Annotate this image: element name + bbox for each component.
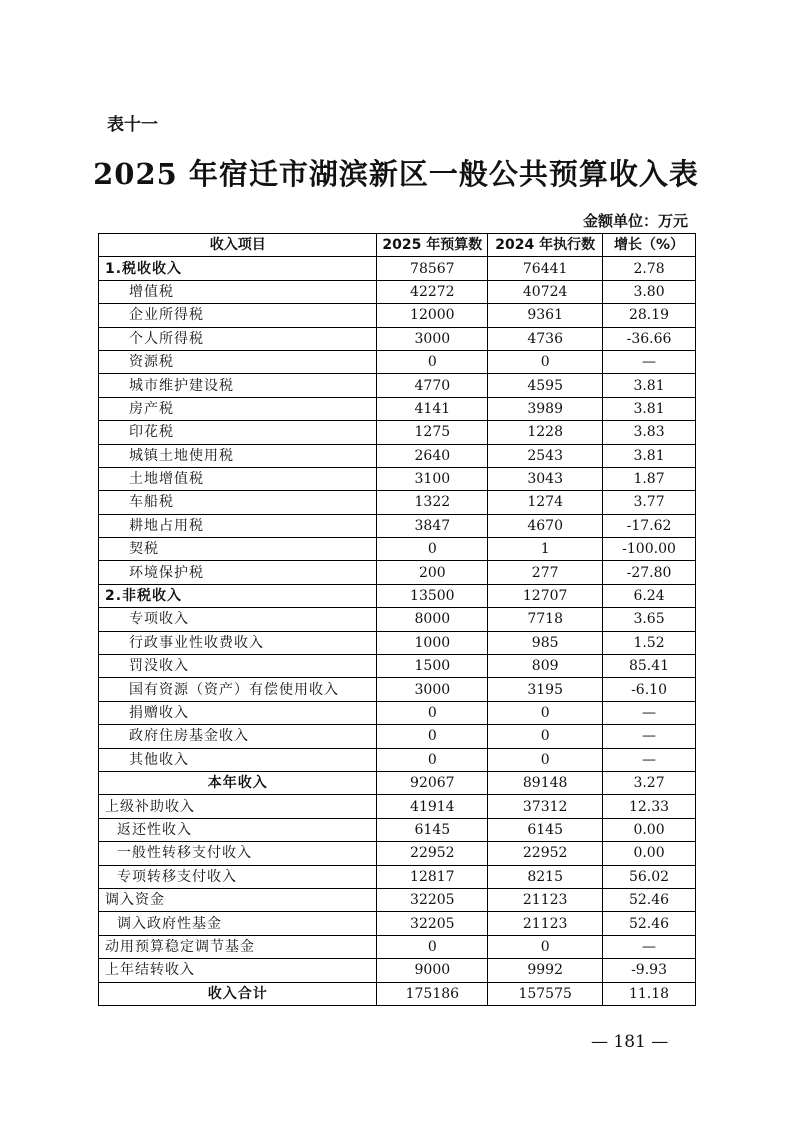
row-budget-cell: 0 bbox=[377, 935, 488, 958]
row-name-cell: 城市维护建设税 bbox=[99, 374, 377, 397]
row-budget-cell: 1275 bbox=[377, 421, 488, 444]
row-name-cell: 本年收入 bbox=[99, 771, 377, 794]
row-actual-cell: 2543 bbox=[488, 444, 603, 467]
row-budget-cell: 3847 bbox=[377, 514, 488, 537]
column-header-item: 收入项目 bbox=[99, 234, 377, 257]
row-actual-cell: 0 bbox=[488, 935, 603, 958]
table-row bbox=[99, 421, 696, 444]
row-name-cell: 2.非税收入 bbox=[99, 584, 377, 607]
row-budget-cell: 3000 bbox=[377, 327, 488, 350]
row-growth-cell: 2.78 bbox=[603, 257, 696, 280]
table-row bbox=[99, 771, 696, 794]
row-actual-cell: 12707 bbox=[488, 584, 603, 607]
row-actual-cell: 0 bbox=[488, 701, 603, 724]
table-row bbox=[99, 748, 696, 771]
row-actual-cell: 0 bbox=[488, 350, 603, 373]
table-row bbox=[99, 959, 696, 982]
row-budget-cell: 4141 bbox=[377, 397, 488, 420]
row-name-cell: 印花税 bbox=[99, 421, 377, 444]
row-name-cell: 调入政府性基金 bbox=[99, 912, 377, 935]
table-row bbox=[99, 304, 696, 327]
row-growth-cell: — bbox=[603, 748, 696, 771]
row-actual-cell: 4595 bbox=[488, 374, 603, 397]
row-growth-cell: 0.00 bbox=[603, 818, 696, 841]
row-budget-cell: 3000 bbox=[377, 678, 488, 701]
table-row bbox=[99, 491, 696, 514]
row-growth-cell: 52.46 bbox=[603, 888, 696, 911]
row-actual-cell: 21123 bbox=[488, 888, 603, 911]
row-name-cell: 返还性收入 bbox=[99, 818, 377, 841]
row-name-cell: 上年结转收入 bbox=[99, 959, 377, 982]
table-row bbox=[99, 374, 696, 397]
column-header-actual: 2024 年执行数 bbox=[488, 234, 603, 257]
row-growth-cell: -17.62 bbox=[603, 514, 696, 537]
row-budget-cell: 175186 bbox=[377, 982, 488, 1005]
row-growth-cell: 12.33 bbox=[603, 795, 696, 818]
row-growth-cell: 3.77 bbox=[603, 491, 696, 514]
row-growth-cell: 3.83 bbox=[603, 421, 696, 444]
row-growth-cell: -6.10 bbox=[603, 678, 696, 701]
table-row bbox=[99, 257, 696, 280]
row-growth-cell: 3.65 bbox=[603, 608, 696, 631]
row-growth-cell: 3.81 bbox=[603, 397, 696, 420]
table-row bbox=[99, 678, 696, 701]
row-actual-cell: 809 bbox=[488, 655, 603, 678]
row-growth-cell: 11.18 bbox=[603, 982, 696, 1005]
row-actual-cell: 37312 bbox=[488, 795, 603, 818]
table-body bbox=[99, 257, 696, 1006]
row-growth-cell: 1.87 bbox=[603, 467, 696, 490]
row-growth-cell: — bbox=[603, 935, 696, 958]
table-row bbox=[99, 561, 696, 584]
column-header-growth: 增长（%） bbox=[603, 234, 696, 257]
table-row bbox=[99, 935, 696, 958]
row-name-cell: 专项转移支付收入 bbox=[99, 865, 377, 888]
table-row bbox=[99, 631, 696, 654]
table-row bbox=[99, 655, 696, 678]
row-actual-cell: 0 bbox=[488, 725, 603, 748]
table-row bbox=[99, 444, 696, 467]
row-actual-cell: 3989 bbox=[488, 397, 603, 420]
table-label: 表十一 bbox=[107, 115, 158, 135]
table-row bbox=[99, 701, 696, 724]
row-budget-cell: 0 bbox=[377, 350, 488, 373]
row-budget-cell: 92067 bbox=[377, 771, 488, 794]
row-name-cell: 政府住房基金收入 bbox=[99, 725, 377, 748]
row-name-cell: 土地增值税 bbox=[99, 467, 377, 490]
row-name-cell: 资源税 bbox=[99, 350, 377, 373]
row-actual-cell: 6145 bbox=[488, 818, 603, 841]
table-row bbox=[99, 725, 696, 748]
row-growth-cell: -9.93 bbox=[603, 959, 696, 982]
row-growth-cell: 28.19 bbox=[603, 304, 696, 327]
row-actual-cell: 1274 bbox=[488, 491, 603, 514]
row-budget-cell: 9000 bbox=[377, 959, 488, 982]
table-row bbox=[99, 467, 696, 490]
row-budget-cell: 0 bbox=[377, 725, 488, 748]
row-budget-cell: 2640 bbox=[377, 444, 488, 467]
table-row bbox=[99, 795, 696, 818]
row-name-cell: 动用预算稳定调节基金 bbox=[99, 935, 377, 958]
row-actual-cell: 277 bbox=[488, 561, 603, 584]
table-row bbox=[99, 608, 696, 631]
revenue-table bbox=[98, 233, 696, 1006]
row-growth-cell: 85.41 bbox=[603, 655, 696, 678]
row-growth-cell: -36.66 bbox=[603, 327, 696, 350]
table-row bbox=[99, 538, 696, 561]
row-name-cell: 捐赠收入 bbox=[99, 701, 377, 724]
row-growth-cell: 0.00 bbox=[603, 842, 696, 865]
row-name-cell: 行政事业性收费收入 bbox=[99, 631, 377, 654]
table-row bbox=[99, 888, 696, 911]
row-actual-cell: 21123 bbox=[488, 912, 603, 935]
row-name-cell: 罚没收入 bbox=[99, 655, 377, 678]
page-number: — 181 — bbox=[591, 1032, 669, 1052]
row-actual-cell: 1228 bbox=[488, 421, 603, 444]
row-growth-cell: -27.80 bbox=[603, 561, 696, 584]
row-name-cell: 一般性转移支付收入 bbox=[99, 842, 377, 865]
row-budget-cell: 42272 bbox=[377, 280, 488, 303]
row-actual-cell: 9992 bbox=[488, 959, 603, 982]
row-budget-cell: 12000 bbox=[377, 304, 488, 327]
row-budget-cell: 4770 bbox=[377, 374, 488, 397]
table-row bbox=[99, 584, 696, 607]
row-name-cell: 企业所得税 bbox=[99, 304, 377, 327]
row-actual-cell: 40724 bbox=[488, 280, 603, 303]
row-growth-cell: -100.00 bbox=[603, 538, 696, 561]
row-budget-cell: 78567 bbox=[377, 257, 488, 280]
row-name-cell: 专项收入 bbox=[99, 608, 377, 631]
row-actual-cell: 0 bbox=[488, 748, 603, 771]
row-growth-cell: 3.80 bbox=[603, 280, 696, 303]
row-actual-cell: 3043 bbox=[488, 467, 603, 490]
row-actual-cell: 157575 bbox=[488, 982, 603, 1005]
row-name-cell: 个人所得税 bbox=[99, 327, 377, 350]
row-name-cell: 上级补助收入 bbox=[99, 795, 377, 818]
row-budget-cell: 0 bbox=[377, 701, 488, 724]
row-actual-cell: 4736 bbox=[488, 327, 603, 350]
table-row bbox=[99, 912, 696, 935]
row-growth-cell: 3.81 bbox=[603, 444, 696, 467]
row-budget-cell: 0 bbox=[377, 538, 488, 561]
row-growth-cell: 1.52 bbox=[603, 631, 696, 654]
row-actual-cell: 76441 bbox=[488, 257, 603, 280]
table-row bbox=[99, 982, 696, 1005]
row-actual-cell: 9361 bbox=[488, 304, 603, 327]
row-growth-cell: 3.81 bbox=[603, 374, 696, 397]
row-name-cell: 收入合计 bbox=[99, 982, 377, 1005]
table-row bbox=[99, 514, 696, 537]
row-budget-cell: 32205 bbox=[377, 888, 488, 911]
row-growth-cell: 56.02 bbox=[603, 865, 696, 888]
row-budget-cell: 6145 bbox=[377, 818, 488, 841]
row-actual-cell: 1 bbox=[488, 538, 603, 561]
row-budget-cell: 0 bbox=[377, 748, 488, 771]
row-name-cell: 1.税收收入 bbox=[99, 257, 377, 280]
row-name-cell: 环境保护税 bbox=[99, 561, 377, 584]
page-title: 2025 年宿迁市湖滨新区一般公共预算收入表 bbox=[93, 157, 699, 191]
row-name-cell: 国有资源（资产）有偿使用收入 bbox=[99, 678, 377, 701]
row-growth-cell: 52.46 bbox=[603, 912, 696, 935]
row-actual-cell: 22952 bbox=[488, 842, 603, 865]
row-budget-cell: 8000 bbox=[377, 608, 488, 631]
row-growth-cell: 3.27 bbox=[603, 771, 696, 794]
row-budget-cell: 32205 bbox=[377, 912, 488, 935]
row-growth-cell: — bbox=[603, 701, 696, 724]
row-growth-cell: 6.24 bbox=[603, 584, 696, 607]
row-name-cell: 耕地占用税 bbox=[99, 514, 377, 537]
row-budget-cell: 12817 bbox=[377, 865, 488, 888]
row-name-cell: 增值税 bbox=[99, 280, 377, 303]
row-name-cell: 房产税 bbox=[99, 397, 377, 420]
row-actual-cell: 7718 bbox=[488, 608, 603, 631]
table-row bbox=[99, 397, 696, 420]
row-actual-cell: 4670 bbox=[488, 514, 603, 537]
table-row bbox=[99, 350, 696, 373]
row-actual-cell: 3195 bbox=[488, 678, 603, 701]
row-name-cell: 调入资金 bbox=[99, 888, 377, 911]
table-row bbox=[99, 842, 696, 865]
table-row bbox=[99, 280, 696, 303]
row-name-cell: 契税 bbox=[99, 538, 377, 561]
row-actual-cell: 8215 bbox=[488, 865, 603, 888]
row-growth-cell: — bbox=[603, 350, 696, 373]
row-actual-cell: 985 bbox=[488, 631, 603, 654]
row-name-cell: 城镇土地使用税 bbox=[99, 444, 377, 467]
row-budget-cell: 1000 bbox=[377, 631, 488, 654]
row-name-cell: 车船税 bbox=[99, 491, 377, 514]
row-budget-cell: 41914 bbox=[377, 795, 488, 818]
table-row bbox=[99, 865, 696, 888]
row-name-cell: 其他收入 bbox=[99, 748, 377, 771]
row-budget-cell: 3100 bbox=[377, 467, 488, 490]
row-budget-cell: 1500 bbox=[377, 655, 488, 678]
unit-label: 金额单位：万元 bbox=[582, 212, 688, 230]
column-header-budget: 2025 年预算数 bbox=[377, 234, 488, 257]
row-budget-cell: 22952 bbox=[377, 842, 488, 865]
row-budget-cell: 13500 bbox=[377, 584, 488, 607]
row-budget-cell: 200 bbox=[377, 561, 488, 584]
table-header-row bbox=[99, 234, 696, 257]
row-actual-cell: 89148 bbox=[488, 771, 603, 794]
row-growth-cell: — bbox=[603, 725, 696, 748]
row-budget-cell: 1322 bbox=[377, 491, 488, 514]
table-row bbox=[99, 327, 696, 350]
table-row bbox=[99, 818, 696, 841]
